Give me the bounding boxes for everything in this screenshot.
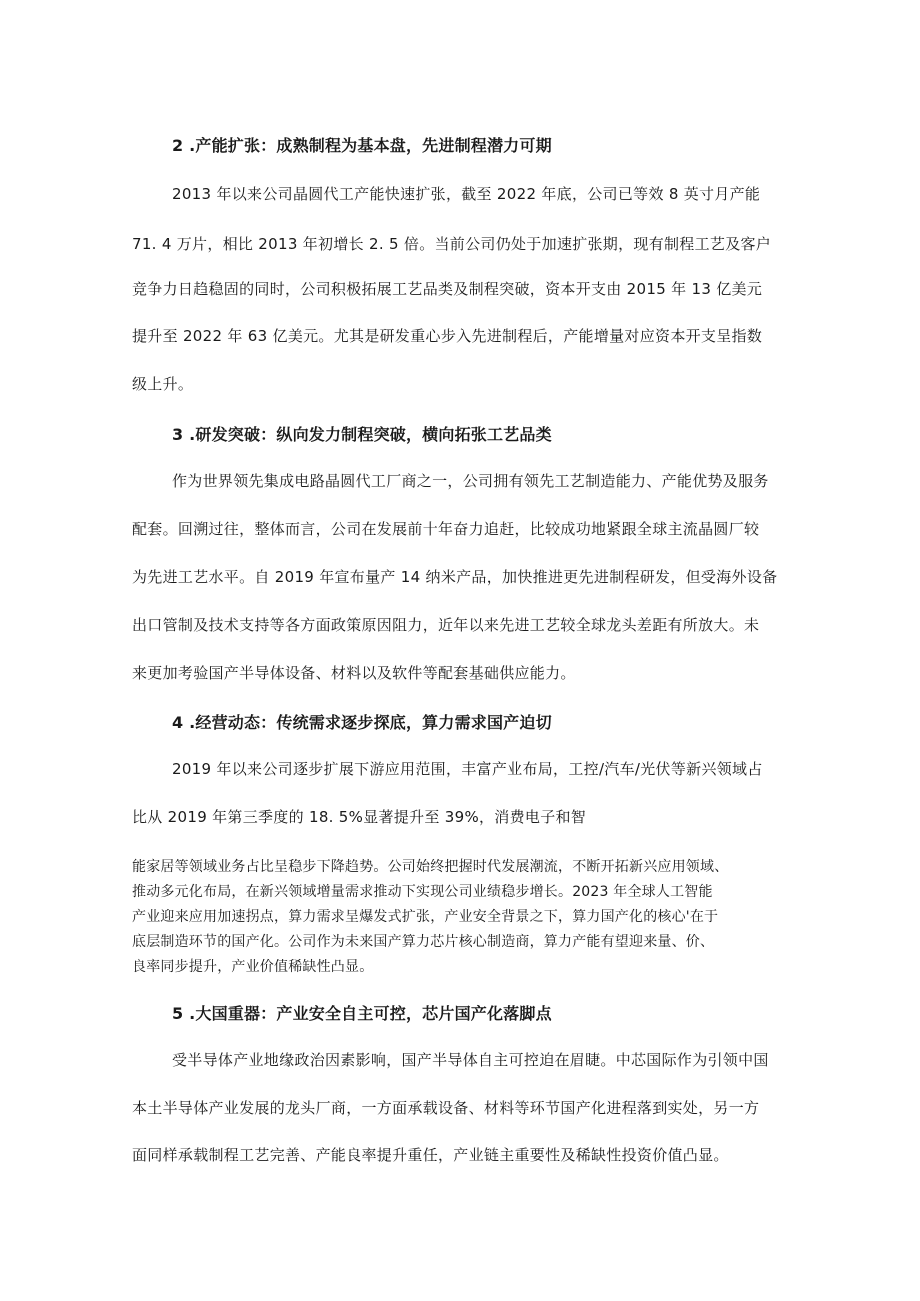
section-4-line-1: 2019 年以来公司逐步扩展下游应用范围，丰富产业布局，工控/汽车/光伏等新兴领域占 (172, 760, 763, 778)
section-2-line-5: 级上升。 (132, 375, 194, 393)
section-heading-5: 5 .大国重器：产业安全自主可控，芯片国产化落脚点 (172, 1004, 552, 1023)
section-3-line-3: 为先进工艺水平。自 2019 年宣布量产 14 纳米产品，加快推进更先进制程研发，但受海外设备 (132, 568, 778, 586)
section-4-line-3: 能家居等领域业务占比呈稳步下降趋势。公司始终把握时代发展潮流，不断开拓新兴应用领域、 (132, 859, 729, 875)
section-3-line-2: 配套。回溯过往，整体而言，公司在发展前十年奋力追赶，比较成功地紧跟全球主流晶圆厂较 (132, 520, 760, 538)
section-2-line-4: 提升至 2022 年 63 亿美元。尤其是研发重心步入先进制程后，产能增量对应资本开支呈指数 (132, 327, 763, 345)
section-4-line-2: 比从 2019 年第三季度的 18. 5%显著提升至 39%，消费电子和智 (132, 808, 587, 826)
section-5-line-2: 本土半导体产业发展的龙头厂商，一方面承载设备、材料等环节国产化进程落到实处，另一方 (132, 1099, 760, 1117)
section-3-line-5: 来更加考验国产半导体设备、材料以及软件等配套基础供应能力。 (132, 664, 576, 682)
section-2-line-3: 竞争力日趋稳固的同时，公司积极拓展工艺品类及制程突破，资本开支由 2015 年 13 亿美元 (132, 280, 763, 298)
section-heading-2: 2 .产能扩张：成熟制程为基本盘，先进制程潜力可期 (172, 136, 552, 155)
section-heading-3: 3 .研发突破：纵向发力制程突破，横向拓张工艺品类 (172, 425, 552, 444)
section-heading-4: 4 .经营动态：传统需求逐步探底，算力需求国产迫切 (172, 713, 552, 732)
section-4-line-7: 良率同步提升，产业价值稀缺性凸显。 (132, 959, 374, 975)
section-5-line-1: 受半导体产业地缘政治因素影响，国产半导体自主可控迫在眉睫。中芯国际作为引领中国 (172, 1051, 769, 1069)
section-3-line-1: 作为世界领先集成电路晶圆代工厂商之一，公司拥有领先工艺制造能力、产能优势及服务 (172, 472, 769, 490)
section-2-line-2: 71. 4 万片，相比 2013 年初增长 2. 5 倍。当前公司仍处于加速扩张期，现有制程工艺及客户 (132, 235, 772, 253)
section-4-line-4: 推动多元化布局，在新兴领域增量需求推动下实现公司业绩稳步增长。2023 年全球人工智能 (132, 884, 713, 900)
section-5-line-3: 面同样承载制程工艺完善、产能良率提升重任，产业链主重要性及稀缺性投资价值凸显。 (132, 1146, 729, 1164)
section-4-line-6: 底层制造环节的国产化。公司作为未来国产算力芯片核心制造商，算力产能有望迎来量、价、 (132, 934, 715, 950)
section-2-line-1: 2013 年以来公司晶圆代工产能快速扩张，截至 2022 年底，公司已等效 8 英寸月产能 (172, 185, 761, 203)
section-3-line-4: 出口管制及技术支持等各方面政策原因阻力，近年以来先进工艺较全球龙头差距有所放大。未 (132, 616, 760, 634)
section-4-line-5: 产业迎来应用加速拐点，算力需求呈爆发式扩张，产业安全背景之下，算力国产化的核心'在于 (132, 909, 719, 925)
